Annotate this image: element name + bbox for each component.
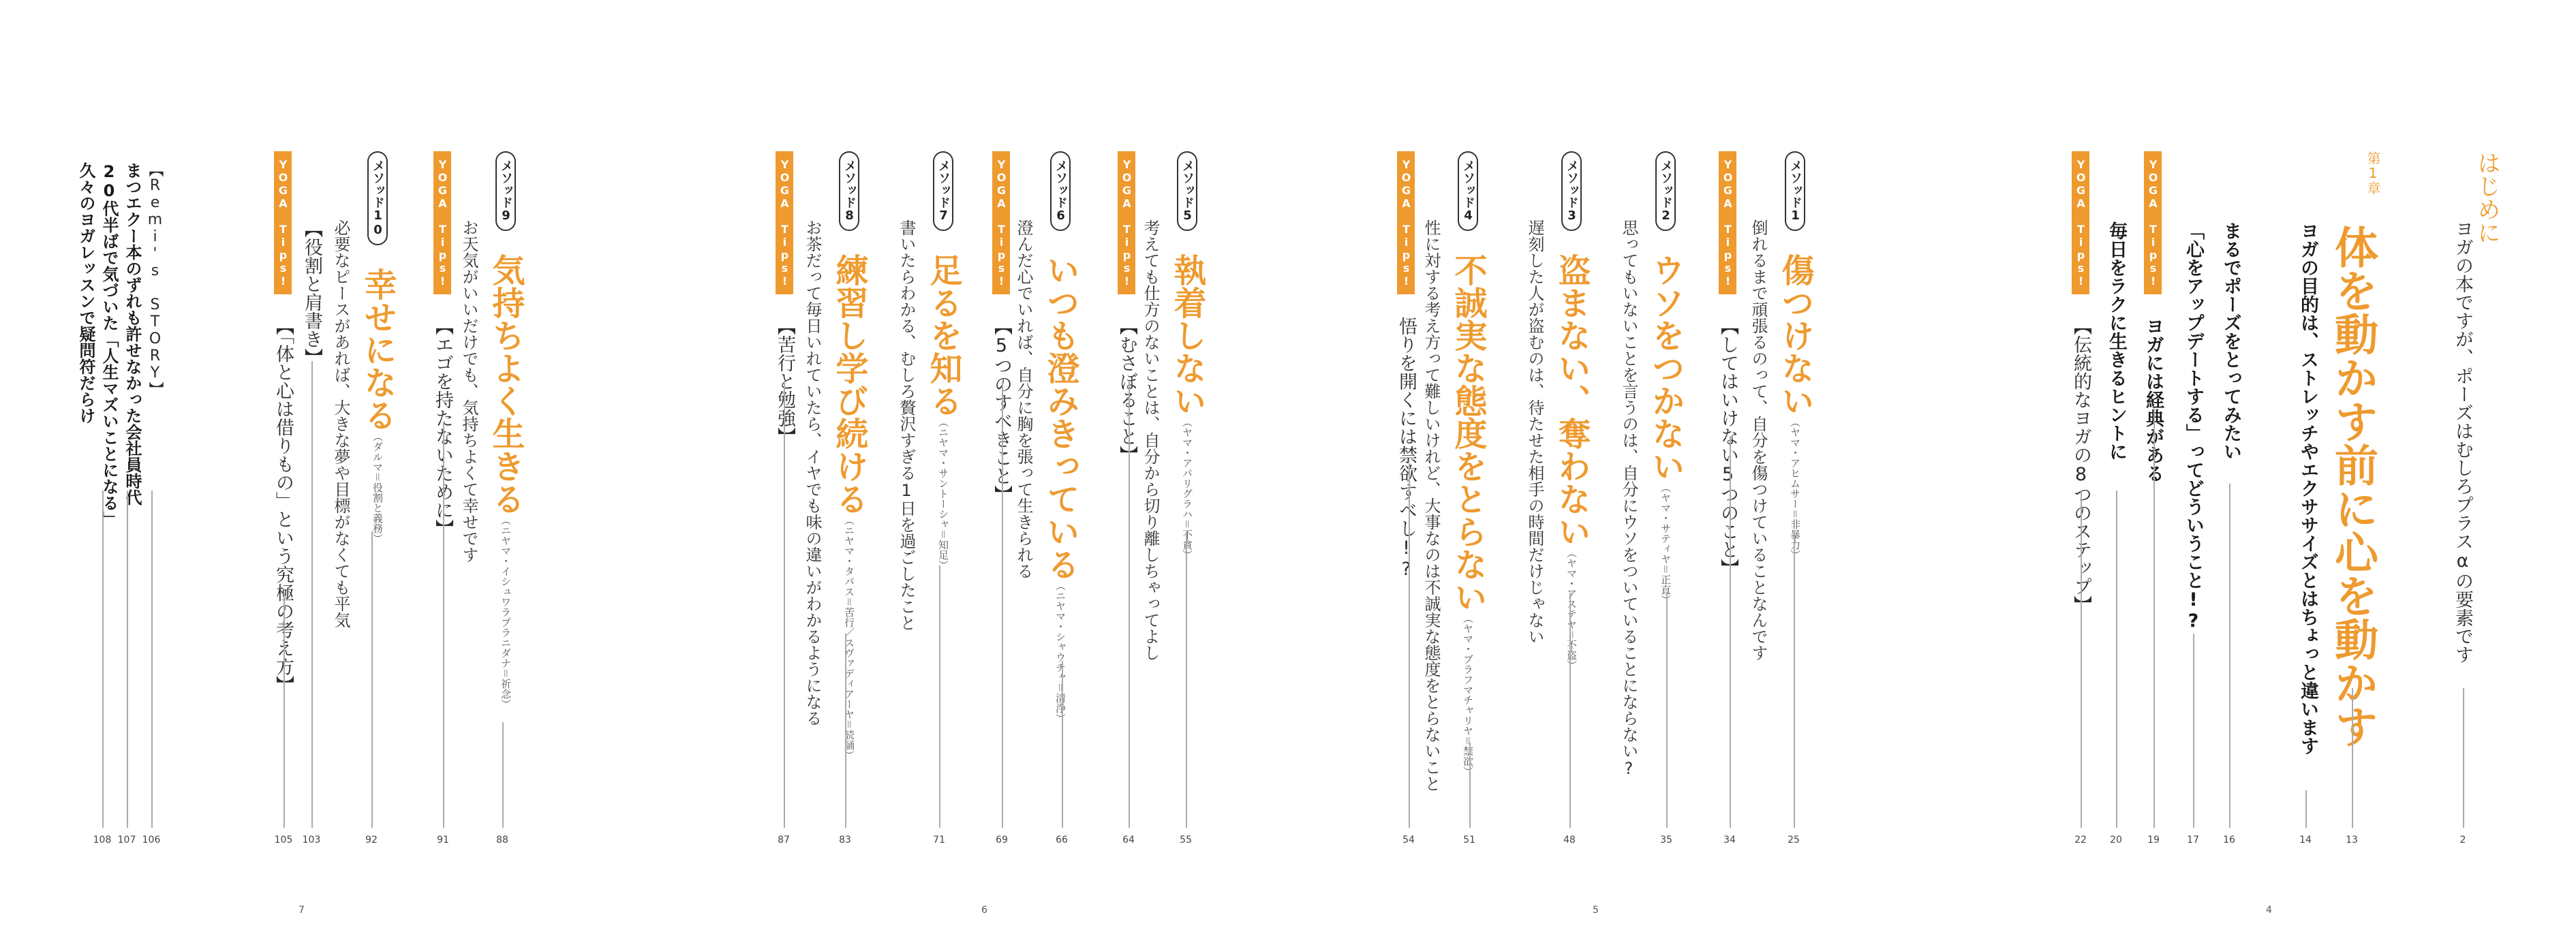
method-badge: メソッド4 xyxy=(1458,151,1478,231)
folio: 5 xyxy=(1593,905,1599,916)
toc-item[interactable]: 毎日をラクに生きるヒントに xyxy=(2106,221,2127,461)
intro-heading: はじめに xyxy=(2473,151,2500,244)
method-subtitle: 遅刻した人が盗むのは、待たせた相手の時間だけじゃない xyxy=(1525,219,1544,644)
page-number: 54 xyxy=(1402,835,1415,845)
leader-line xyxy=(2229,484,2230,828)
yoga-tips[interactable]: YOGA Tips! 【してはいけない5つのこと】 xyxy=(1719,151,1737,577)
leader-line xyxy=(1002,382,1003,828)
page-number: 2 xyxy=(2459,835,2466,845)
method-badge: メソッド2 xyxy=(1655,151,1676,231)
chapter-title[interactable]: 体を動かす前に心を動かす xyxy=(2327,225,2378,748)
leader-line xyxy=(311,361,313,828)
method-entry[interactable]: メソッド3 盗まない、奪わない（ヤマ・アステヤ＝不盗） xyxy=(1555,151,1588,670)
page-number: 71 xyxy=(933,835,945,845)
leader-line xyxy=(939,565,940,828)
page-number: 69 xyxy=(996,835,1008,845)
method-subtitle: 書いたらわかる、むしろ贅沢すぎる1日を過ごしたこと xyxy=(897,219,916,631)
toc-item[interactable]: ヨガの目的は、ストレッチやエクササイズとはちょっと違います xyxy=(2297,221,2318,755)
story-item[interactable]: 20代半ばで気づいた「人生マズいことになる」 xyxy=(99,162,119,527)
method-subtitle: 考えても仕方のないことは、自分から切り離しちゃってよし xyxy=(1141,219,1160,661)
page-number: 55 xyxy=(1180,835,1192,845)
yoga-tips-badge: YOGA Tips! xyxy=(1118,151,1135,294)
method-badge: メソッド6 xyxy=(1050,151,1071,231)
method-entry[interactable]: メソッド4 不誠実な態度をとらない（ヤマ・ブラフマチャリヤ＝禁欲） xyxy=(1452,151,1484,777)
method-entry[interactable]: メソッド7 足るを知る（ニヤマ・サントーシャ＝知足） xyxy=(927,151,960,570)
leader-line xyxy=(2193,634,2194,828)
method-entry[interactable]: メソッド10 幸せになる（ダルマ＝役割と義務） xyxy=(361,151,394,544)
yoga-tips-badge: YOGA Tips! xyxy=(2072,151,2089,294)
page-number: 87 xyxy=(778,835,790,845)
leader-line xyxy=(1129,382,1130,828)
method-subtitle: 性に対する考え方って難しいけれど、大事なのは不誠実な態度をとらないこと xyxy=(1422,219,1441,792)
leader-line xyxy=(2352,688,2353,828)
leader-line xyxy=(127,491,128,828)
yoga-tips-badge: YOGA Tips! xyxy=(1719,151,1736,294)
method-badge: メソッド5 xyxy=(1177,151,1197,231)
yoga-tips-badge: YOGA Tips! xyxy=(433,151,451,294)
story-item[interactable]: 久々のヨガレッスンで疑問符だらけ xyxy=(76,162,95,424)
page-number: 66 xyxy=(1056,835,1068,845)
method-entry[interactable]: メソッド1 傷つけない（ヤマ・アヒムサー＝非暴力） xyxy=(1779,151,1811,560)
page-number: 91 xyxy=(437,835,449,845)
yoga-tips-badge: YOGA Tips! xyxy=(274,151,292,294)
page-number: 92 xyxy=(365,835,378,845)
page-number: 34 xyxy=(1723,835,1736,845)
page-number: 35 xyxy=(1660,835,1672,845)
yoga-tips[interactable]: YOGA Tips! 【エゴを持たないために】 xyxy=(433,151,452,538)
leader-line xyxy=(1569,593,1571,828)
intro-line[interactable]: ヨガの本ですが、ポーズはむしろプラスαの要素です xyxy=(2452,219,2473,664)
page-number: 108 xyxy=(93,835,112,845)
page-number: 107 xyxy=(117,835,136,845)
leader-line xyxy=(102,491,104,828)
method-badge: メソッド8 xyxy=(839,151,859,231)
leader-line xyxy=(784,382,785,828)
page-number: 105 xyxy=(274,835,293,845)
method-badge: メソッド3 xyxy=(1561,151,1582,231)
leader-line xyxy=(1730,436,1731,828)
leader-line xyxy=(1062,661,1063,828)
toc-item[interactable]: 【役割と肩書き】 xyxy=(301,219,322,367)
leader-line xyxy=(2116,491,2117,828)
page-number: 64 xyxy=(1122,835,1135,845)
yoga-tips-badge: YOGA Tips! xyxy=(1397,151,1415,294)
leader-line xyxy=(151,491,153,828)
leader-line xyxy=(1186,531,1187,828)
story-label[interactable]: 【Remi's STORY】 xyxy=(147,162,164,397)
page-number: 14 xyxy=(2299,835,2312,845)
leader-line xyxy=(283,593,285,828)
page-number: 16 xyxy=(2223,835,2235,845)
leader-line xyxy=(2081,491,2082,828)
yoga-tips[interactable]: YOGA Tips! 【「体と心は借りもの」という究極の考え方】 xyxy=(274,151,292,694)
page-number: 17 xyxy=(2187,835,2199,845)
yoga-tips-badge: YOGA Tips! xyxy=(776,151,793,294)
yoga-tips[interactable]: YOGA Tips! 悟りを開くには禁欲すべし!? xyxy=(1397,151,1415,580)
method-badge: メソッド7 xyxy=(933,151,953,231)
leader-line xyxy=(2153,409,2155,828)
page-number: 51 xyxy=(1463,835,1475,845)
page-number: 20 xyxy=(2110,835,2122,845)
page-number: 83 xyxy=(839,835,851,845)
page-number: 22 xyxy=(2074,835,2087,845)
yoga-tips-badge: YOGA Tips! xyxy=(2144,151,2162,294)
yoga-tips[interactable]: YOGA Tips! 【伝統的なヨガの8つのステップ】 xyxy=(2072,151,2090,614)
method-subtitle: お天気がいいだけでも、気持ちよくて幸せです xyxy=(459,219,478,563)
method-subtitle: 必要なピースがあれば、大きな夢や目標がなくても平気 xyxy=(331,219,350,628)
method-entry[interactable]: メソッド2 ウソをつかない（ヤマ・サティヤ＝正直） xyxy=(1649,151,1682,605)
folio: 6 xyxy=(981,905,987,916)
method-subtitle: お茶だって毎日いれていたら、イヤでも味の違いがわかるようになる xyxy=(803,219,822,726)
method-entry[interactable]: メソッド9 気持ちよく生きる（ニヤマ・イシュワラプラニダナ＝祈念） xyxy=(489,151,522,709)
method-subtitle: 澄んだ心でいれば、自分に胸を張って生きられる xyxy=(1014,219,1033,579)
leader-line xyxy=(1794,531,1795,828)
page-number: 13 xyxy=(2346,835,2358,845)
leader-line xyxy=(443,422,444,828)
page-number: 19 xyxy=(2147,835,2160,845)
yoga-tips[interactable]: YOGA Tips! 【むさぼること】 xyxy=(1118,151,1136,464)
method-badge: メソッド10 xyxy=(367,151,388,245)
method-badge: メソッド9 xyxy=(495,151,516,231)
leader-line xyxy=(1469,743,1471,828)
page-number: 25 xyxy=(1788,835,1800,845)
page-number: 103 xyxy=(302,835,321,845)
story-item[interactable]: まつエクー本のずれも許せなかった会社員時代 xyxy=(123,162,142,506)
page-number: 106 xyxy=(142,835,161,845)
leader-line xyxy=(2463,688,2464,828)
method-badge: メソッド1 xyxy=(1785,151,1805,231)
leader-line xyxy=(502,722,504,828)
folio: 7 xyxy=(298,905,305,916)
leader-line xyxy=(845,634,846,828)
yoga-tips-badge: YOGA Tips! xyxy=(992,151,1010,294)
toc-item[interactable]: 「心をアップデートする」ってどういうこと!? xyxy=(2183,221,2204,632)
leader-line xyxy=(2305,790,2307,828)
toc-item[interactable]: まるでポーズをとってみたい xyxy=(2220,221,2241,461)
leader-line xyxy=(371,531,373,828)
leader-line xyxy=(1409,463,1410,828)
page-number: 48 xyxy=(1563,835,1576,845)
method-subtitle: 倒れるまで頑張るのって、自分を傷つけていることなんです xyxy=(1749,219,1768,661)
method-subtitle: 思ってもいないことを言うのは、自分にウソをついていることにならない? xyxy=(1619,219,1638,778)
yoga-tips[interactable]: YOGA Tips! 【苦行と勉強】 xyxy=(776,151,794,446)
method-entry[interactable]: メソッド8 練習し学び続ける（ニヤマ・タパス＝苦行／スヴァディアーヤ＝読誦） xyxy=(833,151,865,760)
page-number: 88 xyxy=(496,835,508,845)
leader-line xyxy=(1666,593,1668,828)
yoga-tips[interactable]: YOGA Tips! 【5つのすべきこと】 xyxy=(992,151,1011,503)
folio: 4 xyxy=(2266,905,2272,916)
yoga-tips[interactable]: YOGA Tips! ヨガには経典がある xyxy=(2144,151,2162,482)
method-entry[interactable]: メソッド6 いつも澄みきっている（ニヤマ・シャウチャ＝清浄） xyxy=(1044,151,1077,724)
method-entry[interactable]: メソッド5 執着しない（ヤマ・アパリグラハ＝不貪） xyxy=(1171,151,1203,560)
chapter-label: 第1章 xyxy=(2365,151,2381,195)
